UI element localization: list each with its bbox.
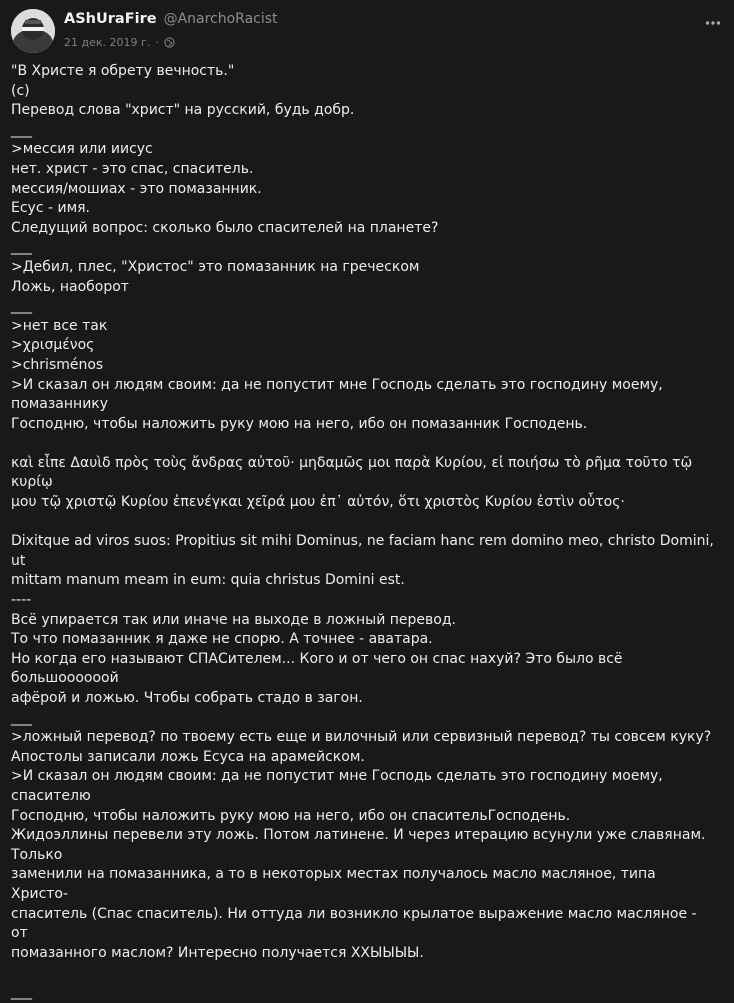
post-date[interactable]: 21 дек. 2019 г.: [64, 36, 151, 49]
post-text-line: Всё упирается так или иначе на выходе в ложный перевод.: [11, 611, 456, 628]
post-text-line: "В Христе я обрету вечность.": [11, 63, 235, 79]
post-text-line: помазанного маслом? Интересно получается ХХЫЫЫЫ.: [11, 944, 424, 961]
post-text-line: заменили на помазанника, а то в некоторых местах получалось масло масляное, типа Христо-: [11, 866, 661, 902]
post-text-line: Ложь, наоборот: [11, 278, 129, 295]
post-text-line: ___: [11, 121, 32, 138]
globe-icon: [164, 37, 175, 48]
meta-separator: ·: [155, 36, 159, 49]
post-text-line: ___: [11, 983, 32, 1000]
post-text-line: >нет все так: [11, 317, 108, 334]
post-text: [11, 62, 717, 1003]
post-text-line: (с): [11, 82, 30, 99]
post-text-line: Перевод слова "христ" на русский, будь добр.: [11, 102, 355, 119]
post-text-line: >Дебил, плес, "Христос" это помазанник на греческом: [11, 258, 420, 275]
post-text-line: mittam manum meam in eum: quia christus Domini est.: [11, 572, 405, 589]
avatar-image: [11, 9, 55, 53]
post-header: [64, 11, 278, 27]
post-text-line: Апостолы записали ложь Есуса на арамейском.: [11, 748, 365, 765]
post-text-line: >chrisménos: [11, 356, 104, 373]
post-text-line: καὶ εἶπε Δαυὶδ πρὸς τοὺς ἄνδρας αὐτοῦ· μηδαμῶς μοι παρὰ Κυρίου, εἰ ποιήσω τὸ ρῆμα τοῦτο τῷ κυρίῳ: [11, 454, 697, 491]
post-text-line: нет. христ - это спас, спаситель.: [11, 160, 254, 177]
post-text-line: >ложный перевод? по твоему есть еще и вилочный или сервизный перевод? ты совсем куку?: [11, 729, 712, 746]
post-text-line: >И сказал он людям своим: да не попустит мне Господь сделать это господину моему, спасителю: [11, 768, 668, 804]
post-text-line: Есус - имя.: [11, 200, 91, 217]
post-text-line: Жидоэллины перевели эту ложь. Потом латинене. И через итерацию всунули уже славянам. Только: [11, 827, 710, 863]
post-text-line: Господню, чтобы наложить руку мою на него, ибо он спасительГосподень.: [11, 807, 571, 824]
post-text-line: спаситель (Спас спаситель). Ни оттуда ли возникло крылатое выражение масло масляное - от: [11, 905, 702, 942]
post-text-line: Господню, чтобы наложить руку мою на него, ибо он помазанник Господень.: [11, 415, 588, 432]
user-handle[interactable]: @AnarchoRacist: [163, 11, 278, 27]
post-text-line: [11, 963, 717, 983]
avatar[interactable]: [11, 9, 55, 53]
post-text-line: Dixitque ad viros suos: Propitius sit mihi Dominus, ne faciam hanc rem domino meo, christo Domini, ut: [11, 533, 719, 569]
display-name[interactable]: AShUraFire: [64, 11, 157, 27]
post-text-line: То что помазанник я даже не спорю. А точнее - аватара.: [11, 631, 433, 648]
post-meta: [64, 36, 175, 49]
more-options-icon[interactable]: [704, 14, 722, 32]
post-text-line: >мессия или иисус: [11, 141, 153, 158]
post-text-line: ___: [11, 298, 32, 315]
post-text-line: ___: [11, 239, 32, 256]
post-text-line: мессия/мошиах - это помазанник.: [11, 180, 262, 197]
post-text-line: μου τῷ χριστῷ Κυρίου ἐπενέγκαι χεῖρά μου ἐπ᾿ αὐτόν, ὅτι χριστὸς Κυρίου ἐστὶν οὗτος·: [11, 494, 625, 511]
post-text-line: ----: [11, 592, 32, 609]
post-text-line: афёрой и ложью. Чтобы собрать стадо в загон.: [11, 690, 363, 706]
post-text-line: [11, 434, 717, 454]
post-text-line: >И сказал он людям своим: да не попустит мне Господь сделать это господину моему, помазаннику: [11, 376, 668, 413]
post-text-line: >χρισμένος: [11, 337, 95, 354]
post-text-line: [11, 513, 717, 533]
post-text-line: Но когда его называют СПАСителем... Кого и от чего он спас нахуй? Это было всё большоооооой: [11, 650, 628, 687]
post-text-line: ___: [11, 709, 32, 726]
post-text-line: Следущий вопрос: сколько было спасителей на планете?: [11, 219, 439, 236]
